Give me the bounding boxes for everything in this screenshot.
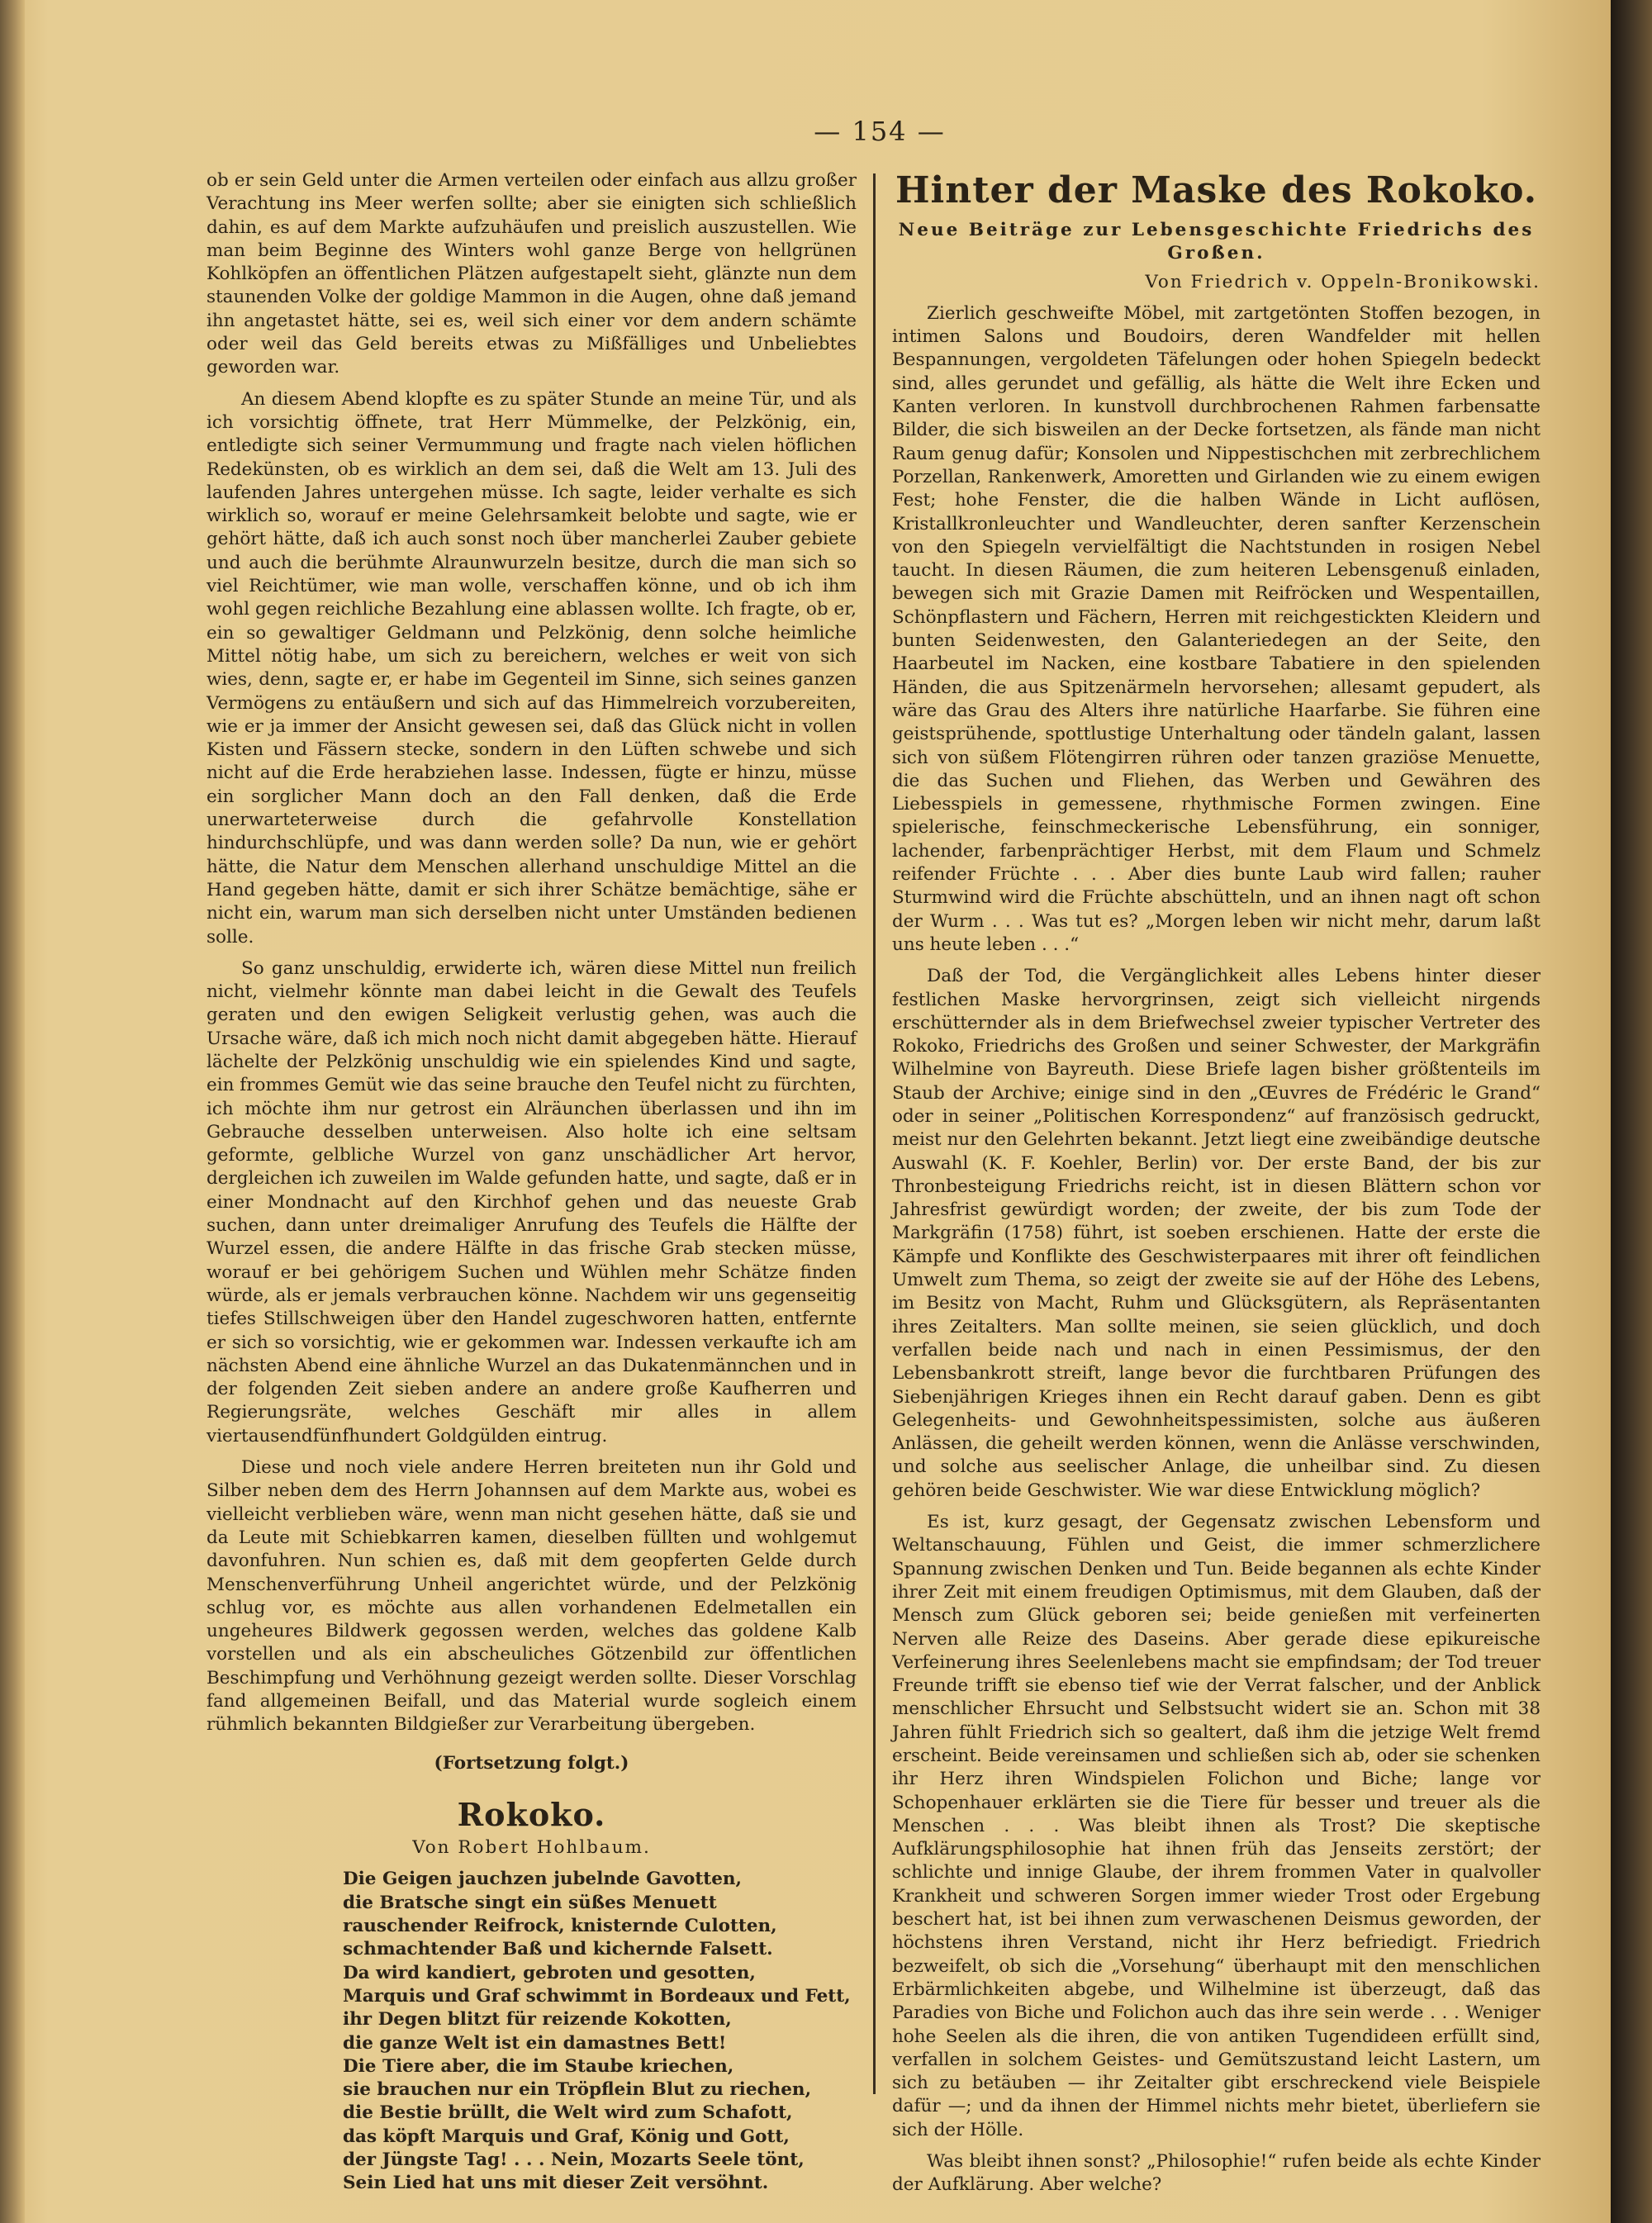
poem-byline: Von Robert Hohlbaum. [412, 1837, 651, 1859]
left-paragraph-4: Diese und noch viele andere Herren breiteten nun ihr Gold und Silber neben dem des Herrn Johannsen auf dem Markte aus, wobei es vielleicht verblieben wäre, wenn man nicht gesehen hätte, daß sie und da Leute mit Schiebkarren kamen, dieselben füllten und wohlgemut davonfuhren. Nun schien es, daß mit dem geopferten Gelde durch Menschenverführung Unheil angerichtet würde, und der Pelzkönig schlug vor, es möchte aus allen vorhandenen Edelmetallen ein ungeheures Bildwerk gegossen werden, welches das goldene Kalb vorstellen und als ein abscheuliches Götzenbild zur öffentlichen Beschimpfung und Verhöhnung gezeigt werden sollte. Dieser Vorschlag fand allgemeinen Beifall, und das Material wurde sogleich einem rühmlich bekannten Bildgießer zur Verarbeitung übergeben. [206, 1457, 857, 1736]
right-paragraph-2: Daß der Tod, die Vergänglichkeit alles Lebens hinter dieser festlichen Maske hervorgrinsen, zeigt sich vielleicht nirgends erschütternder als in dem Briefwechsel zweier typischer Vertreter des Rokoko, Friedrichs des Großen und seiner Schwester, der Markgräfin Wilhelmine von Bayreuth. Diese Briefe lagen bisher größtenteils im Staub der Archive; einige sind in den „Œuvres de Frédéric le Grand“ oder in seiner „Politischen Korrespondenz“ auf französisch gedruckt, meist nur den Gelehrten bekannt. Jetzt liegt eine zweibändige deutsche Auswahl (K. F. Koehler, Berlin) vor. Der erste Band, der bis zur Thronbesteigung Friedrichs reicht, ist in diesen Blättern schon vor Jahresfrist gewürdigt worden; der zweite, der bis zum Tode der Markgräfin (1758) führt, ist soeben erschienen. Hatte der erste die Kämpfe und Konflikte des Geschwisterpaares mit ihrer oft feindlichen Umwelt zum Thema, so zeigt der zweite sie auf der Höhe des Lebens, im Besitz von Macht, Ruhm und Glücksgütern, als Repräsentanten ihres Zeitalters. Man sollte meinen, sie seien glücklich, und doch verfallen beide nach und nach in einen Pessimismus, der den Lebensbankrott streift, lange bevor die furchtbaren Prüfungen des Siebenjährigen Krieges ihnen ein Recht darauf gaben. Denn es gibt Gelegenheits- und Gewohnheitspessimisten, solche aus äußeren Anlässen, die geheilt werden können, wenn die Anlässe verschwinden, und solche aus seelischer Anlage, die unheilbar sind. Zu diesen gehören beide Geschwister. Wie war diese Entwicklung möglich? [892, 966, 1540, 1501]
right-column [892, 169, 1540, 2206]
poem-line: schmachtender Baß und kichernde Falsett. [343, 1939, 773, 1960]
poem-line: Da wird kandiert, gebroten und gesotten, [343, 1962, 756, 1983]
page-number: — 154 — [814, 116, 946, 147]
right-paragraph-4: Was bleibt ihnen sonst? „Philosophie!“ rufen beide als echte Kinder der Aufklärung. Aber welche? [892, 2151, 1540, 2196]
right-paragraph-1: Zierlich geschweifte Möbel, mit zartgetönten Stoffen bezogen, in intimen Salons und Boudoirs, deren Wandfelder mit hellen Bespannungen, vergoldeten Täfelungen oder hohen Spiegeln bedeckt sind, alles gerundet und gefällig, als hätte die Welt ihre Ecken und Kanten verloren. In kunstvoll durchbrochenen Rahmen farbensatte Bilder, die sich bisweilen an der Decke fortsetzen, als fände man nicht Raum genug dafür; Konsolen und Nippestischchen mit zerbrechlichem Porzellan, Rankenwerk, Amoretten und Girlanden wie zu einem ewigen Fest; hohe Fenster, die die halben Wände in Licht auflösen, Kristallkronleuchter und Wandleuchter, deren sanfter Kerzenschein von den Spiegeln vervielfältigt die Nachtstunden in rosigen Nebel taucht. In diesen Räumen, die zum heiteren Lebensgenuß einladen, bewegen sich mit Grazie Damen mit Reifröcken und Wespentaillen, Schönpflastern und Fächern, Herren mit reichgestickten Kleidern und bunten Seidenwesten, den Galanteriedegen an der Seite, den Haarbeutel im Nacken, eine kostbare Tabatiere in den spielenden Händen, die aus Spitzenärmeln hervorsehen; allesamt gepudert, als wäre das Grau des Alters ihre natürliche Haarfarbe. Sie führen eine geistsprühende, spottlustige Unterhaltung oder tändeln galant, lassen sich von süßem Flötengirren rühren oder tanzen graziöse Menuette, die das Suchen und Fliehen, das Werben und Gewähren des Liebesspiels in gemessene, rhythmische Formen zwingen. Eine spielerische, feinschmeckerische Lebensführung, ein sonniger, lachender, farbenprächtiger Herbst, mit dem Flaum und Schmelz reifender Früchte . . . Aber dies bunte Laub wird fallen; rauher Sturmwind wird die Früchte abschütteln, und an ihnen nagt oft schon der Wurm . . . Was tut es? „Morgen leben wir nicht mehr, darum laßt uns heute leben . . .“ [892, 302, 1540, 955]
poem-line: ihr Degen blitzt für reizende Kokotten, [343, 2009, 732, 2031]
poem-line: rauschender Reifrock, knisternde Culotten, [343, 1916, 777, 1937]
right-paragraph-3: Es ist, kurz gesagt, der Gegensatz zwischen Lebensform und Weltanschauung, Fühlen und Geist, die immer schmerzlichere Spannung zwischen Denken und Tun. Beide begannen als echte Kinder ihrer Zeit mit einem freudigen Optimismus, mit dem Glauben, daß der Mensch zum Glück geboren sei; beide genießen mit verfeinerten Nerven alle Reize des Daseins. Aber gerade diese epikureische Verfeinerung ihres Seelenlebens macht sie empfindsam; der Tod treuer Freunde trifft sie ebenso tief wie der Verrat falscher, und der Anblick menschlicher Ehrsucht und Selbstsucht widert sie an. Schon mit 38 Jahren fühlt Friedrich sich so gealtert, daß ihm die jetzige Welt fremd erscheint. Beide vereinsamen und schließen sich ab, oder sie schenken ihr Herz ihren Windspielen Folichon und Biche; lange vor Schopenhauer erklärten sie die Tiere für besser und treuer als die Menschen . . . Was bleibt ihnen als Trost? Die skeptische Aufklärungsphilosophie hat ihnen früh das Jenseits zerstört; der schlichte und innige Glaube, der ihrem frommen Vater in qualvoller Krankheit und schweren Sorgen immer wieder Trost oder Ergebung beschert hat, ist bei ihnen zum verwaschenen Deismus geworden, der höchstens ihren Verstand, nicht ihr Herz befriedigt. Friedrich bezweifelt, ob sich die „Vorsehung“ überhaupt mit den menschlichen Erbärmlichkeiten abgebe, und Wilhelmine ist überzeugt, daß das Paradies von Biche und Folichon auch das ihre sein werde . . . Weniger hohe Seelen als die ihren, die von antiken Tugendideen erfüllt sind, verfallen in solchem Geistes- und Gemütszustand leicht Lastern, um sich zu betäuben — ihr Zeitalter gibt erschreckend viele Beispiele dafür —; und da ihnen der Himmel nichts mehr bietet, überliefern sie sich der Hölle. [892, 1512, 1540, 2140]
article-title: Hinter der Maske des Rokoko. [895, 169, 1538, 211]
poem-line: die ganze Welt ist ein damastnes Bett! [343, 2032, 727, 2054]
page-binding [0, 0, 25, 2223]
poem-line: Marquis und Graf schwimmt in Bordeaux und Fett, [343, 1985, 851, 2007]
poem-line: Die Geigen jauchzen jubelnde Gavotten, [343, 1869, 742, 1890]
left-paragraph-3: So ganz unschuldig, erwiderte ich, wären diese Mittel nun freilich nicht, vielmehr könnte man dabei leicht in die Gewalt des Teufels geraten und den ewigen Seligkeit verlustig gehen, was auch die Ursache wäre, daß ich mich noch nicht damit abgegeben hätte. Hierauf lächelte der Pelzkönig unschuldig wie ein spielendes Kind und sagte, ein frommes Gemüt wie das seine brauche den Teufel nicht zu fürchten, ich möchte ihm nur getrost ein Alräunchen überlassen und ihn im Gebrauche desselben unterweisen. Also holte ich eine seltsam geformte, gelbliche Wurzel von ganz unschädlicher Art hervor, dergleichen ich zuweilen im Walde gefunden hatte, und sagte, daß er in einer Mondnacht auf den Kirchhof gehen und das neueste Grab suchen, dann unter dreimaliger Anrufung des Teufels die Hälfte der Wurzel essen, die andere Hälfte in das frische Grab stecken müsse, worauf er bei gehörigem Suchen und Wühlen mehr Schätze finden würde, als er jemals verbrauchen könne. Nachdem wir uns gegenseitig tiefes Stillschweigen über den Handel zugeschworen hatten, entfernte er sich so vorsichtig, wie er gekommen war. Indessen verkaufte ich am nächsten Abend eine ähnliche Wurzel an das Dukatenmännchen und in der folgenden Zeit sieben andere an andere große Kaufherren und Regierungsräte, welches Geschäft mir alles in allem viertausendfünfhundert Goldgülden eintrug. [206, 957, 857, 1446]
left-paragraph-2: An diesem Abend klopfte es zu später Stunde an meine Tür, und als ich vorsichtig öffnete, trat Herr Mümmelke, der Pelzkönig, ein, entledigte sich seiner Vermummung und fragte nach vielen höflichen Redekünsten, ob es wirklich an dem sei, daß die Welt am 13. Juli des laufenden Jahres untergehen müsse. Ich sagte, leider verhalte es sich wirklich so, worauf er meine Gelehrsamkeit belobte und sagte, wie er gehört hätte, daß ich auch sonst noch über mancherlei Zauber gebiete und auch die berühmte Alraunwurzeln besitze, durch die man sich so viel Reichtümer, wie man wolle, verschaffen könne, und ob ich ihm wohl gegen reichliche Bezahlung eine ablassen wollte. Ich fragte, ob er, ein so gewaltiger Geldmann und Pelzkönig, denn solche heimliche Mittel nötig habe, um sich zu bereichern, welches er weit von sich wies, denn, sagte er, er habe im Gegenteil im Sinne, sich seines ganzen Vermögens zu entäußern und sich auf das Himmelreich vorzubereiten, wie er ja immer der Ansicht gewesen sei, daß das Glück nicht in vollen Kisten und Fässern stecke, sondern in den Lüften schwebe und sich nicht auf die Erde herabziehen lasse. Indessen, fügte er hinzu, müsse ein sorglicher Mann doch an den Fall denken, daß die Erde unerwarteterweise durch die gefahrvolle Konstellation hindurchschlüpfe, und was dann werden solle? Da nun, wie er gehört hätte, die Natur dem Menschen allerhand unschuldige Mittel an die Hand gegeben hätte, damit er sich ihrer Schätze bemächtige, sähe er nicht ein, warum man sich derselben nicht unter Umständen bedienen solle. [206, 388, 857, 948]
poem-line: die Bratsche singt ein süßes Menuett [343, 1892, 717, 1913]
left-column [206, 169, 857, 2196]
adjacent-page-edge [1611, 0, 1652, 2223]
left-paragraph-1: ob er sein Geld unter die Armen verteilen oder einfach aus allzu großer Verachtung ins Meer werfen sollte; aber sie einigten sich schließlich dahin, es auf dem Markte aufzuhäufen und preislich auszustellen. Wie man beim Beginne des Winters wohl ganze Berge von hellgrünen Kohlköpfen an öffentlichen Plätzen aufgestapelt sieht, glänzte nun dem staunenden Volke der goldige Mammon in die Augen, ohne daß jemand ihn angetastet hätte, sei es, weil sich einer vor dem andern schämte oder weil das Geld bereits etwas zu Mißfälliges und Unbeliebtes geworden war. [206, 170, 857, 378]
article-byline: Von Friedrich v. Oppeln-Bronikowski. [1145, 271, 1540, 292]
poem-line: Sein Lied hat uns mit dieser Zeit versöhnt. [343, 2173, 769, 2194]
poem-line: sie brauchen nur ein Tröpflein Blut zu riechen, [343, 2079, 812, 2101]
article-subtitle: Neue Beiträge zur Lebensgeschichte Friedrichs des Großen. [898, 220, 1535, 264]
poem-title: Rokoko. [457, 1795, 606, 1833]
poem-line: der Jüngste Tag! . . . Nein, Mozarts Seele tönt, [343, 2149, 805, 2171]
poem-line: Die Tiere aber, die im Staube kriechen, [343, 2055, 734, 2077]
poem-line: das köpft Marquis und Graf, König und Gott, [343, 2126, 790, 2147]
column-divider [873, 173, 876, 2094]
continued-note: (Fortsetzung folgt.) [434, 1752, 629, 1774]
poem-line: die Bestie brüllt, die Welt wird zum Schafott, [343, 2102, 793, 2124]
poem [343, 1868, 857, 2195]
